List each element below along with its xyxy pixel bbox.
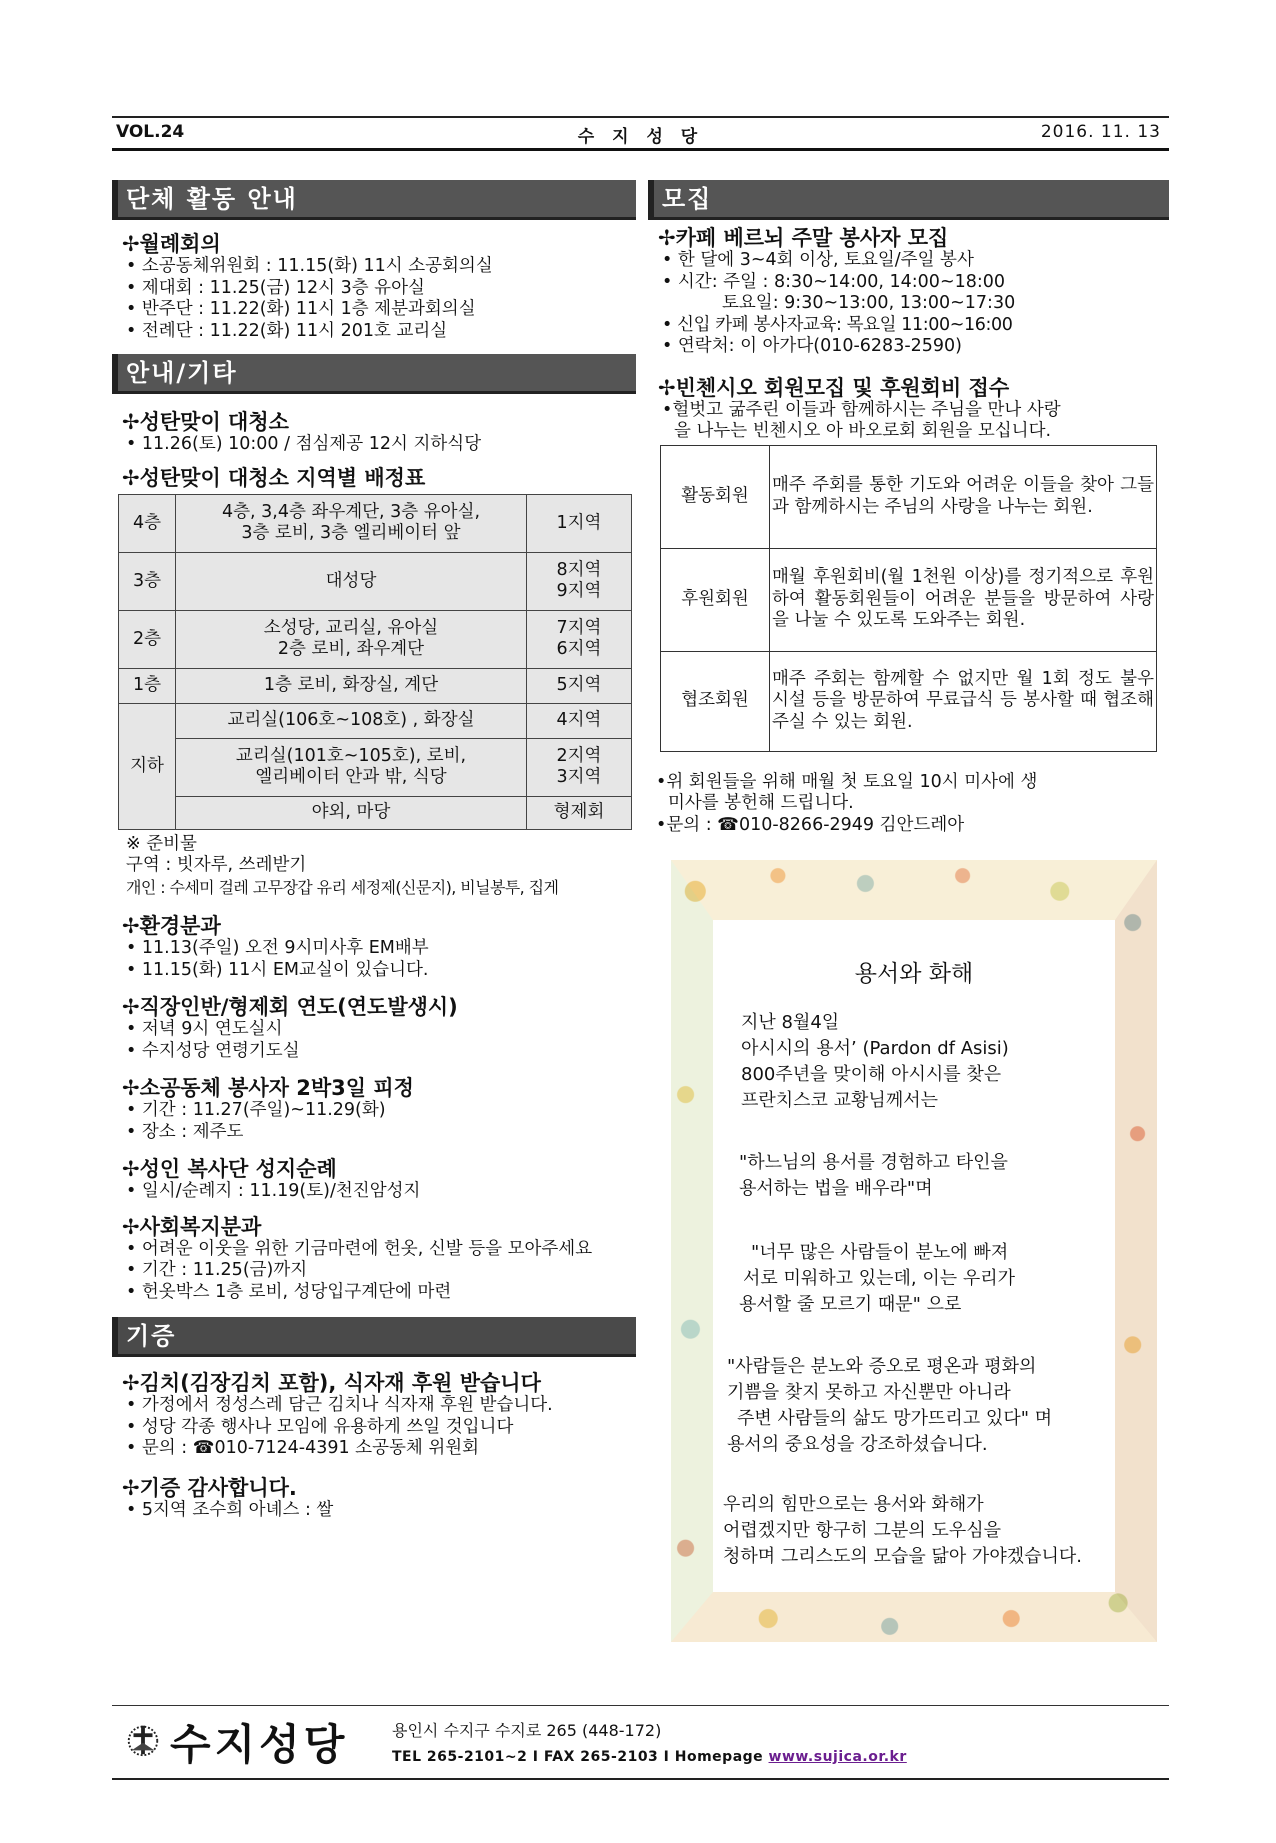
place-cell: 대성당 [176, 552, 527, 610]
floor-cell: 3층 [119, 552, 176, 610]
footer-address: 용인시 수지구 수지로 265 (448-172) [392, 1721, 662, 1740]
table-row [119, 494, 632, 552]
bullet-list [126, 1100, 636, 1143]
zone-cell: 형제회 [527, 796, 632, 829]
intro-line: •헐벗고 굶주린 이들과 함께하시는 주님을 만나 사랑 [662, 399, 1061, 420]
list-item: • 시간: 주일 : 8:30~14:00, 14:00~18:00 [662, 272, 1169, 294]
table-row [661, 548, 1157, 651]
bullet-list [126, 1239, 636, 1304]
contact-line: •문의 : ☎010-8266-2949 김안드레아 [656, 814, 965, 835]
list-item: • 소공동체위원회 : 11.15(화) 11시 소공회의실 [126, 256, 636, 278]
zone-cell: 7지역 6지역 [527, 610, 632, 668]
kimchi-section [112, 1371, 636, 1460]
workers-section [112, 995, 636, 1062]
item-title: ✢성인 복사단 성지순례 [122, 1157, 337, 1181]
list-item: • 어려운 이웃을 위한 기금마련에 헌옷, 신발 등을 모아주세요 [126, 1239, 636, 1261]
zone-cell: 4지역 [527, 703, 632, 738]
bullet-list [126, 256, 636, 342]
item-title: ✢빈첸시오 회원모집 및 후원회비 접수 [658, 375, 1010, 400]
item-title: ✢기증 감사합니다. [122, 1475, 297, 1500]
place-cell: 야외, 마당 [176, 796, 527, 829]
list-item: • 기간 : 11.27(주일)~11.29(화) [126, 1100, 636, 1122]
footer-brand: 수지성당 [170, 1720, 349, 1769]
bullet-list [662, 315, 1169, 358]
page-footer [112, 1705, 1169, 1780]
monthly-meeting [112, 232, 636, 342]
item-title: ✢김치(김장김치 포함), 식자재 후원 받습니다 [122, 1371, 541, 1395]
section-header-donation: 기증 [112, 1317, 636, 1357]
floor-cell: 4층 [119, 494, 176, 552]
list-item: • 기간 : 11.25(금)까지 [126, 1260, 636, 1282]
item-title: ✢성탄맞이 대청소 [122, 410, 289, 434]
table-row [119, 796, 632, 829]
place-cell: 1층 로비, 화장실, 계단 [176, 668, 527, 703]
cafe-section [648, 226, 1169, 358]
table-row [119, 610, 632, 668]
saturday-hours: 토요일: 9:30~13:00, 13:00~17:30 [722, 293, 1016, 313]
thanks-section [112, 1476, 636, 1522]
left-column [112, 180, 636, 1521]
place-cell: 교리실(106호~108호) , 화장실 [176, 703, 527, 738]
poem-paragraph: "하느님의 용서를 경험하고 타인을 용서하는 법을 배우라"며 [739, 1152, 1008, 1199]
member-type: 후원회원 [661, 548, 770, 651]
bullet-list [126, 1181, 636, 1203]
place-cell: 교리실(101호~105호), 로비, 엘리베이터 안과 밖, 식당 [176, 738, 527, 796]
parish-name: 수 지 성 당 [577, 127, 704, 147]
cleaning-assignment [112, 466, 636, 899]
list-item: • 5지역 조수희 아녜스 : 쌀 [126, 1500, 636, 1522]
retreat-section [112, 1076, 636, 1143]
homepage-link[interactable]: www.sujica.or.kr [768, 1749, 907, 1765]
vincent-section [648, 376, 1169, 837]
table-row [119, 668, 632, 703]
christmas-cleaning [112, 410, 636, 456]
place-cell: 4층, 3,4층 좌우계단, 3층 유아실, 3층 로비, 3층 엘리베이터 앞 [176, 494, 527, 552]
list-item: • 성당 각종 행사나 모임에 유용하게 쓰일 것입니다 [126, 1417, 636, 1439]
supplies-note [126, 834, 636, 899]
floor-cell: 2층 [119, 610, 176, 668]
list-item: • 일시/순례지 : 11.19(토)/천진암성지 [126, 1181, 636, 1203]
zone-cell: 5지역 [527, 668, 632, 703]
list-item: • 11.13(주일) 오전 9시미사후 EM배부 [126, 938, 636, 960]
vincent-intro [662, 400, 1165, 443]
floor-cell: 지하 [119, 703, 176, 829]
place-cell: 소성당, 교리실, 유아실 2층 로비, 좌우계단 [176, 610, 527, 668]
poem-title: 용서와 화해 [854, 961, 974, 987]
vincent-note [656, 772, 1169, 837]
table-row [661, 651, 1157, 751]
item-title: ✢성탄맞이 대청소 지역별 배정표 [122, 465, 426, 490]
list-item: • 가정에서 정성스레 담근 김치나 식자재 후원 받습니다. [126, 1395, 636, 1417]
member-type: 협조회원 [661, 651, 770, 751]
bullet-list [126, 434, 636, 456]
zone-cell: 2지역 3지역 [527, 738, 632, 796]
environment-section [112, 914, 636, 981]
table-row [661, 445, 1157, 548]
note-line: 개인 : 수세미 걸레 고무장갑 유리 세정제(신문지), 비닐봉투, 집게 [126, 877, 559, 897]
list-item: • 장소 : 제주도 [126, 1122, 636, 1144]
zone-cell: 8지역 9지역 [527, 552, 632, 610]
volume-number: VOL.24 [116, 122, 185, 142]
member-type: 활동회원 [661, 445, 770, 548]
poem-paragraph: "사람들은 분노와 증오로 평온과 평화의 기쁨을 찾지 못하고 자신뿐만 아니라 주변 사람들의 삶도 망가뜨리고 있다" 며 용서의 중요성을 강조하셨습니다. [727, 1356, 1053, 1455]
poem-paragraph: 지난 8월4일 아시시의 용서’ (Pardon df Asisi) 800주년을 맞이해 아시시를 찾은 프란치스코 교황님께서는 [741, 1012, 1009, 1111]
list-item: • 제대회 : 11.25(금) 12시 3층 유아실 [126, 278, 636, 300]
intro-line: 을 나누는 빈첸시오 아 바오로회 회원을 모십니다. [674, 421, 1052, 441]
zone-cell: 1지역 [527, 494, 632, 552]
poem-paragraph: "너무 많은 사람들이 분노에 빠져 서로 미워하고 있는데, 이는 우리가 용서할 줄 모르기 때문" 으로 [739, 1242, 1016, 1315]
list-item: • 문의 : ☎010-7124-4391 소공동체 위원회 [126, 1438, 636, 1460]
section-header-recruit: 모집 [648, 180, 1169, 220]
list-item: • 수지성당 연령기도실 [126, 1041, 636, 1063]
poem-paragraph: 우리의 힘만으로는 용서와 화해가 어렵겠지만 항구히 그분의 도우심을 청하며 그리스도의 모습을 닮아 가야겠습니다. [723, 1494, 1082, 1567]
item-title: ✢카페 베르뇌 주말 봉사자 모집 [658, 226, 949, 250]
item-title: ✢사회복지분과 [122, 1214, 262, 1239]
list-item: • 전례단 : 11.22(화) 11시 201호 교리실 [126, 321, 636, 343]
member-desc: 매주 주회는 함께할 수 없지만 월 1회 정도 불우 시설 등을 방문하여 무료급식 등 봉사할 때 협조해 주실 수 있는 회원. [770, 651, 1157, 751]
floor-cell: 1층 [119, 668, 176, 703]
pilgrimage-section [112, 1157, 636, 1203]
note-line: ※ 준비물 [126, 833, 197, 854]
list-item: • 저녁 9시 연도실시 [126, 1019, 636, 1041]
bullet-list [126, 1395, 636, 1460]
item-title: ✢직장인반/형제회 연도(연도발생시) [122, 995, 458, 1019]
item-title: ✢환경분과 [122, 914, 221, 938]
welfare-section [112, 1215, 636, 1304]
member-desc: 매월 후원회비(월 1천원 이상)를 정기적으로 후원하여 활동회원들이 어려운 분들을 방문하여 사랑을 나눌 수 있도록 도와주는 회원. [770, 548, 1157, 651]
list-item: • 한 달에 3~4회 이상, 토요일/주일 봉사 [662, 250, 1169, 272]
bullet-list [662, 250, 1169, 293]
table-row [119, 738, 632, 796]
list-item: • 11.15(화) 11시 EM교실이 있습니다. [126, 960, 636, 982]
note-line: 미사를 봉헌해 드립니다. [668, 793, 854, 813]
table-row [119, 703, 632, 738]
member-desc: 매주 주회를 통한 기도와 어려운 이들을 찾아 그들과 함께하시는 주님의 사랑을 나누는 회원. [770, 445, 1157, 548]
note-line: 구역 : 빗자루, 쓰레받기 [126, 855, 307, 875]
list-item: • 반주단 : 11.22(화) 11시 1층 제분과회의실 [126, 299, 636, 321]
list-item: • 헌옷박스 1층 로비, 성당입구계단에 마련 [126, 1282, 636, 1304]
member-table [660, 445, 1157, 752]
list-item: • 연락처: 이 아가다(010-6283-2590) [662, 336, 1169, 358]
table-row [119, 552, 632, 610]
forgiveness-poem [671, 860, 1157, 1642]
footer-contact: TEL 265-2101~2 I FAX 265-2103 I Homepage www.sujica.or.kr [392, 1749, 907, 1765]
list-item: • 신입 카페 봉사자교육: 목요일 11:00~16:00 [662, 315, 1169, 337]
issue-date: 2016. 11. 13 [1040, 122, 1161, 142]
cleaning-table [118, 494, 632, 830]
page-header [112, 116, 1169, 151]
item-title: ✢월례회의 [122, 232, 221, 256]
note-line: •위 회원들을 위해 매월 첫 토요일 10시 미사에 생 [656, 771, 1038, 792]
section-header-info: 안내/기타 [112, 354, 636, 394]
bullet-list [126, 1500, 636, 1522]
section-header-groups: 단체 활동 안내 [112, 180, 636, 220]
church-logo-icon [124, 1720, 162, 1758]
right-column [648, 180, 1169, 836]
list-item: • 11.26(토) 10:00 / 점심제공 12시 지하식당 [126, 434, 636, 456]
item-title: ✢소공동체 봉사자 2박3일 피정 [122, 1076, 414, 1100]
bullet-list [126, 938, 636, 981]
bullet-list [126, 1019, 636, 1062]
